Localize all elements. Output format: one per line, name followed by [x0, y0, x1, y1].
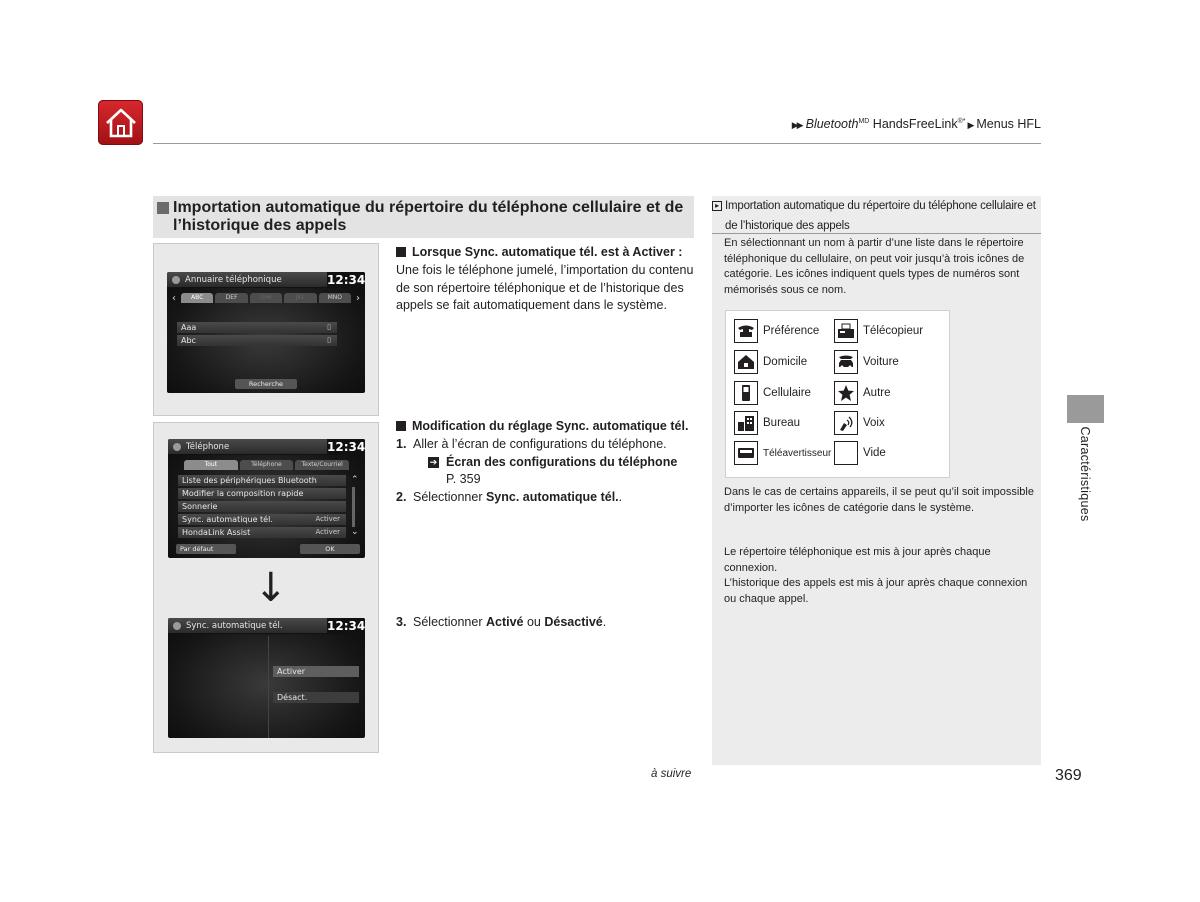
category-teleavertisseur: Téléavertisseur	[734, 440, 831, 466]
side-note-heading: ▸ Importation automatique du répertoire du téléphone cellulaire et de l’historique des appels	[712, 196, 1041, 236]
alphabet-tabbar	[169, 292, 363, 304]
phone-icon	[734, 319, 758, 343]
bullet-square-icon	[396, 421, 406, 431]
reference-arrow-icon: ➔	[429, 456, 438, 467]
step-2: 2. Sélectionner Sync. automatique tél..	[396, 490, 623, 505]
screen-clock: 12:34	[327, 619, 365, 633]
scroll-up-icon[interactable]: ⌃	[351, 475, 359, 485]
reference-page: P. 359	[446, 472, 481, 487]
search-button[interactable]: Recherche	[235, 379, 297, 389]
default-button[interactable]: Par défaut	[176, 544, 236, 554]
category-icon-table	[725, 310, 950, 478]
cellphone-icon: ▯	[327, 323, 331, 331]
tab-jkl[interactable]: JKL	[284, 293, 316, 303]
empty-icon	[834, 441, 858, 465]
side-note-history-update: L’historique des appels est mis à jour après chaque connexion ou chaque appel.	[724, 577, 1028, 605]
tab-abc[interactable]: ABC	[181, 293, 213, 303]
chevron-left-icon[interactable]: ‹	[172, 292, 176, 304]
category-voiture: Voiture	[834, 349, 899, 375]
fax-icon	[834, 319, 858, 343]
settings-row-speed-dial[interactable]: Modifier la composition rapide	[178, 488, 346, 499]
tab-tout[interactable]: Tout	[184, 460, 238, 470]
screen-titlebar: Sync. automatique tél.	[168, 618, 365, 634]
category-autre: Autre	[834, 380, 891, 406]
breadcrumb-bluetooth: Bluetooth	[805, 117, 859, 131]
breadcrumb-menus-hfl: Menus HFL	[976, 117, 1041, 131]
paragraph-modify-setting: Modification du réglage Sync. automatique tél. 1. Aller à l’écran de configurations du téléphone. ➔ Écran des configurations du téléphone P. 359 2. Sélectionner Sync. automatique tél..	[396, 418, 696, 507]
breadcrumb: ▶▶ Bluetooth$^{MD}$ HandsFreeLink®* ▶ Menus HFL	[791, 117, 1041, 131]
cellphone-icon: ▯	[327, 336, 331, 344]
pager-icon	[734, 441, 758, 465]
side-note-phonebook-update: Le répertoire téléphonique est mis à jour après chaque connexion.	[724, 546, 991, 574]
note-marker-icon: ▸	[712, 201, 722, 211]
step-3: 3. Sélectionner Activé ou Désactivé.	[396, 615, 607, 629]
scrollbar[interactable]	[352, 487, 355, 527]
cellphone-icon	[734, 381, 758, 405]
heading-square-icon	[157, 202, 169, 214]
phone-settings-screen	[168, 439, 365, 558]
double-triangle-icon: ▶▶	[791, 120, 802, 130]
chapter-label: Caractéristiques	[1078, 426, 1092, 522]
auto-sync-screen	[168, 618, 365, 738]
side-note-devices: Dans le cas de certains appareils, il se peut qu’il soit impossible d’importer les icônes de catégorie dans le système.	[724, 486, 1034, 514]
category-preference: Préférence	[734, 318, 819, 344]
category-telecopieur: Télécopieur	[834, 318, 923, 344]
chapter-thumb-tab[interactable]	[1067, 395, 1104, 423]
header-rule	[153, 143, 1041, 144]
section-heading: Importation automatique du répertoire du téléphone cellulaire et de l’historique des appels	[153, 196, 694, 238]
car-phone-icon	[834, 350, 858, 374]
down-arrow-icon: ↓	[254, 565, 288, 611]
breadcrumb-handsfreelink: HandsFreeLink	[869, 117, 958, 131]
tab-mno[interactable]: MNO	[319, 293, 351, 303]
screen-titlebar: Téléphone	[168, 439, 365, 455]
screen-clock: 12:34	[327, 273, 365, 287]
category-domicile: Domicile	[734, 349, 807, 375]
menu-dot-icon	[172, 276, 180, 284]
reference-link[interactable]: ➔ Écran des configurations du téléphone	[429, 454, 678, 469]
side-rule	[712, 233, 1041, 234]
phonebook-screen	[167, 272, 365, 393]
house-icon	[734, 350, 758, 374]
paragraph-auto-sync-on: Lorsque Sync. automatique tél. est à Activer : Une fois le téléphone jumelé, l’importation du contenu de son répertoire téléphonique et de l’historique des appels se fait automatiquement dans le système.	[396, 245, 694, 313]
category-vide: Vide	[834, 440, 886, 466]
option-desactiver[interactable]: Désact.	[273, 692, 359, 703]
scroll-down-icon[interactable]: ⌄	[351, 527, 359, 537]
option-activer[interactable]: Activer	[273, 666, 359, 677]
home-button[interactable]	[98, 100, 143, 145]
voice-icon	[834, 411, 858, 435]
page-number: 369	[1055, 767, 1082, 784]
menu-dot-icon	[173, 443, 181, 451]
screen-clock: 12:34	[327, 440, 365, 454]
contact-row[interactable]: Aaa ▯	[177, 322, 337, 333]
office-building-icon	[734, 411, 758, 435]
step-1: 1. Aller à l’écran de configurations du téléphone.	[396, 436, 667, 451]
settings-row-bluetooth-devices[interactable]: Liste des périphériques Bluetooth	[178, 475, 346, 486]
category-bureau: Bureau	[734, 410, 800, 436]
ok-button[interactable]: OK	[300, 544, 360, 554]
side-intro: En sélectionnant un nom à partir d’une liste dans le répertoire téléphonique du cellulaire, on peut voir jusqu’à trois icônes de catégorie. Les icônes indiquent quels types de numéros sont mémorisés sous ce nom.	[724, 237, 1025, 296]
category-voix: Voix	[834, 410, 885, 436]
chevron-right-icon[interactable]: ›	[356, 292, 361, 304]
tab-ghi[interactable]: GHI	[250, 293, 282, 303]
star-icon	[834, 381, 858, 405]
settings-tabbar	[184, 459, 349, 471]
category-cellulaire: Cellulaire	[734, 380, 811, 406]
phonebook-screenshot-frame	[153, 243, 379, 416]
screen-divider	[268, 636, 269, 738]
screen-titlebar: Annuaire téléphonique	[167, 272, 365, 288]
settings-row-auto-sync[interactable]: Sync. automatique tél. Activer	[178, 514, 346, 525]
menu-dot-icon	[173, 622, 181, 630]
tab-def[interactable]: DEF	[215, 293, 247, 303]
contact-row[interactable]: Abc ▯	[177, 335, 337, 346]
tab-texte-courriel[interactable]: Texte/Courriel	[295, 460, 349, 470]
tab-telephone[interactable]: Téléphone	[240, 460, 294, 470]
continued-label: à suivre	[651, 768, 692, 780]
settings-row-ringtone[interactable]: Sonnerie	[178, 501, 346, 512]
settings-row-hondalink[interactable]: HondaLink Assist Activer	[178, 527, 346, 538]
home-icon	[104, 107, 138, 139]
bullet-square-icon	[396, 247, 406, 257]
triangle-icon: ▶	[967, 120, 975, 130]
